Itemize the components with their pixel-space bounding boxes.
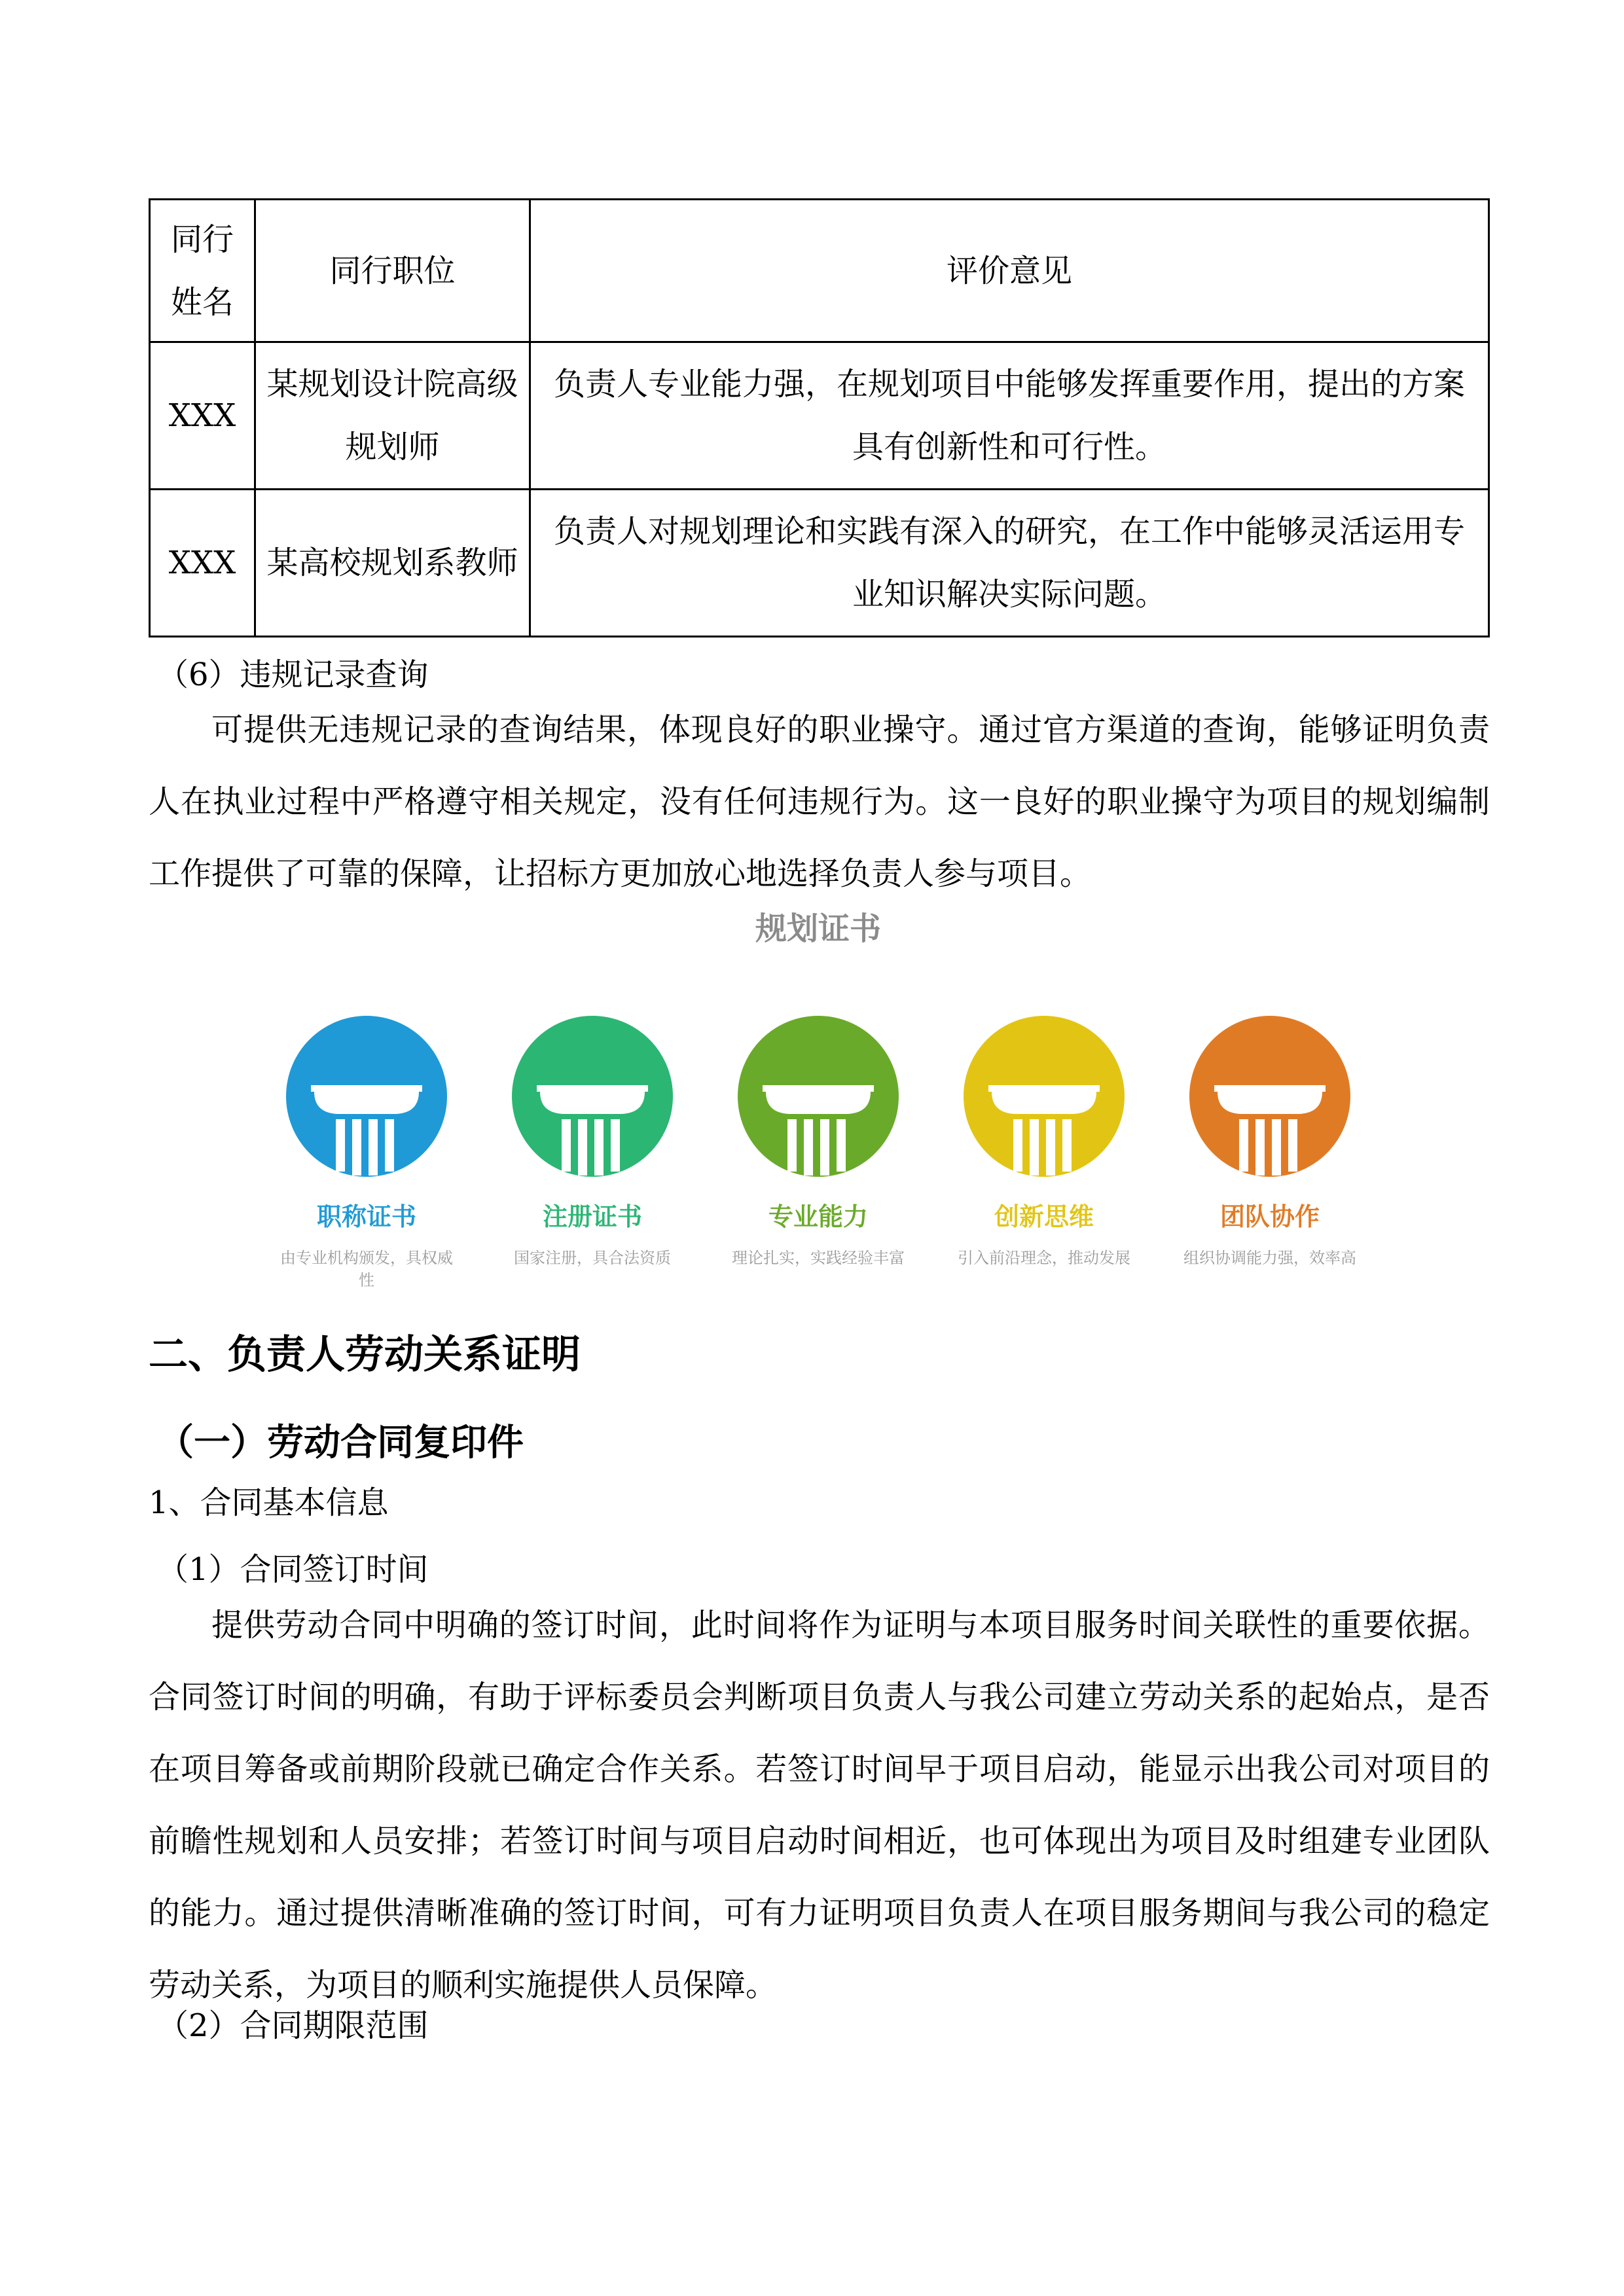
certificate-title: 职称证书 [316, 1202, 416, 1231]
certificate-figure [268, 903, 1368, 1309]
peer-name-cell: XXX [150, 342, 255, 490]
certificate-description: 由专业机构颁发，具权威性 [280, 1249, 453, 1289]
pillar-icon [285, 1014, 448, 1178]
peer-position-cell: 某规划设计院高级规划师 [255, 342, 530, 490]
item-heading: 1、合同基本信息 [149, 1484, 389, 1521]
header-peer-name: 同行姓名 [150, 200, 255, 342]
sub-heading: （1）合同签订时间 [157, 1551, 429, 1588]
table-row [150, 342, 1489, 490]
contract-date-paragraph: 提供劳动合同中明确的签订时间，此时间将作为证明与本项目服务时间关联性的重要依据。合同签订时间的明确，有助于评标委员会判断项目负责人与我公司建立劳动关系的起始点，是否在项目筹备或前期阶段就已确定合作关系。若签订时间早于项目启动，能显示出我公司对项目的前瞻性规划和人员安排；若签订时间与项目启动时间相近，也可体现出为项目及时组建专业团队的能力。通过提供清晰准确的签订时间，可有力证明项目负责人在项目服务期间与我公司的稳定劳动关系，为项目的顺利实施提供人员保障。 [149, 1607, 1490, 2003]
header-peer-position: 同行职位 [255, 200, 530, 342]
certificate-item [720, 1014, 916, 1269]
violation-heading: （6）违规记录查询 [157, 656, 429, 693]
violation-paragraph: 可提供无违规记录的查询结果，体现良好的职业操守。通过官方渠道的查询，能够证明负责人在执业过程中严格遵守相关规定，没有任何违规行为。这一良好的职业操守为项目的规划编制工作提供了可靠的保障，让招标方更加放心地选择负责人参与项目。 [149, 711, 1490, 892]
certificate-title: 注册证书 [542, 1202, 642, 1231]
certificate-description: 理论扎实，实践经验丰富 [732, 1249, 905, 1267]
certificate-item [494, 1014, 691, 1269]
certificate-item [268, 1014, 465, 1291]
certificate-description: 组织协调能力强，效率高 [1183, 1249, 1356, 1267]
subsection-title: （一）劳动合同复印件 [157, 1421, 524, 1464]
figure-title: 规划证书 [755, 910, 881, 947]
peer-name-cell: XXX [150, 490, 255, 637]
certificate-title: 专业能力 [768, 1202, 868, 1231]
certificate-title: 创新思维 [994, 1202, 1094, 1231]
table-header-row [150, 200, 1489, 342]
certificate-title: 团队协作 [1219, 1202, 1320, 1231]
sub-heading: （2）合同期限范围 [157, 2007, 429, 2044]
peer-evaluation-table [149, 198, 1490, 637]
pillar-icon [511, 1014, 674, 1178]
pillar-icon [736, 1014, 900, 1178]
certificate-item [946, 1014, 1142, 1269]
peer-position-cell: 某高校规划系教师 [255, 490, 530, 637]
section-title: 二、负责人劳动关系证明 [149, 1332, 581, 1378]
peer-comment-cell: 负责人专业能力强，在规划项目中能够发挥重要作用，提出的方案具有创新性和可行性。 [530, 342, 1489, 490]
table-row [150, 490, 1489, 637]
certificate-description: 国家注册，具合法资质 [514, 1249, 671, 1267]
certificate-item [1172, 1014, 1368, 1269]
peer-comment-cell: 负责人对规划理论和实践有深入的研究，在工作中能够灵活运用专业知识解决实际问题。 [530, 490, 1489, 637]
pillar-icon [962, 1014, 1126, 1178]
pillar-icon [1188, 1014, 1352, 1178]
header-evaluation: 评价意见 [530, 200, 1489, 342]
certificate-description: 引入前沿理念，推动发展 [958, 1249, 1130, 1267]
